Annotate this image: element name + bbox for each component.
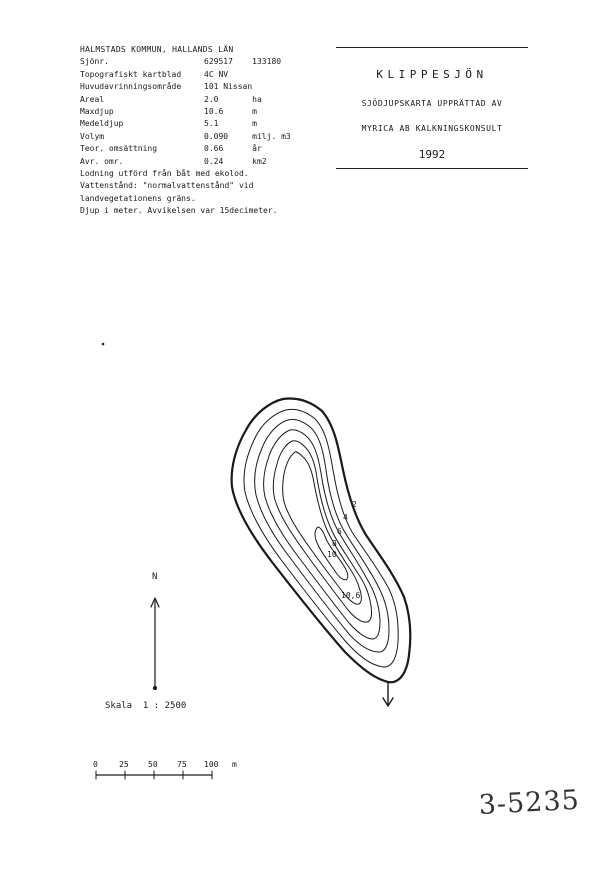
stat-value: 629517 — [204, 57, 233, 67]
survey-note: Djup i meter. Avvikelsen var 15decimeter. — [80, 206, 278, 216]
stat-unit: år — [252, 144, 262, 154]
scale-tick-label: 25 — [119, 760, 129, 769]
lake-name: KLIPPESJÖN — [376, 68, 488, 81]
stat-value: 0.24 — [204, 156, 224, 166]
depth-label: 4 — [343, 513, 348, 522]
location-heading: HALMSTADS KOMMUN, HALLANDS LÄN — [80, 45, 234, 54]
stat-unit: m — [252, 107, 257, 117]
stat-label: Areal — [80, 94, 105, 104]
stat-label: Huvudavrinningsområde — [80, 82, 182, 92]
depth-label: 6 — [337, 527, 342, 536]
depth-contour — [264, 430, 380, 639]
depth-label: 8 — [332, 539, 337, 548]
survey-year: 1992 — [418, 148, 446, 161]
stat-value: 0.66 — [204, 144, 224, 154]
scale-unit-label: m — [232, 760, 237, 769]
stat-unit: milj. m3 — [252, 131, 291, 141]
stat-value: 0.090 — [204, 131, 229, 141]
scale-ratio: Skala 1 : 2500 — [105, 701, 187, 711]
handwritten-number: 3-5235 — [478, 784, 581, 821]
survey-note: Lodning utförd från båt med ekolod. — [80, 169, 249, 179]
map-dot — [102, 343, 104, 345]
stat-unit: 133180 — [252, 57, 282, 67]
shoreline — [232, 399, 411, 683]
stat-label: Maxdjup — [80, 107, 114, 117]
stat-unit: ha — [252, 94, 262, 104]
stat-label: Sjönr. — [80, 57, 109, 67]
survey-note: landvegetationens gräns. — [80, 193, 196, 203]
stat-label: Topografiskt kartblad — [80, 69, 182, 79]
stat-value: 10.6 — [204, 107, 224, 117]
stat-value: 101 Nissan — [204, 82, 253, 92]
scale-tick-label: 0 — [93, 760, 98, 769]
survey-note: Vattenstånd: "normalvattenstånd" vid — [80, 181, 254, 191]
stat-value: 2.0 — [204, 94, 219, 104]
stat-label: Avr. omr. — [80, 156, 124, 166]
stat-label: Volym — [80, 131, 105, 141]
depth-contour — [255, 419, 389, 652]
depth-label: 10 — [327, 550, 337, 559]
stat-label: Medeldjup — [80, 119, 124, 129]
title-line-2: MYRICA AB KALKNINGSKONSULT — [361, 124, 503, 133]
north-arrow-base — [153, 686, 156, 689]
scale-tick-label: 50 — [148, 760, 158, 769]
stat-value: 4C NV — [204, 69, 229, 79]
depth-label: 10,6 — [341, 591, 361, 600]
stat-unit: m — [252, 119, 257, 129]
depth-contour — [244, 409, 398, 667]
title-line-1: SJÖDJUPSKARTA UPPRÄTTAD AV — [361, 99, 503, 108]
depth-label: 2 — [352, 500, 357, 509]
north-label: N — [152, 572, 158, 582]
scale-tick-label: 75 — [177, 760, 187, 769]
stat-label: Teor. omsättning — [80, 144, 158, 154]
scale-tick-label: 100 — [204, 760, 219, 769]
stat-value: 5.1 — [204, 119, 219, 129]
stat-unit: km2 — [252, 156, 267, 166]
